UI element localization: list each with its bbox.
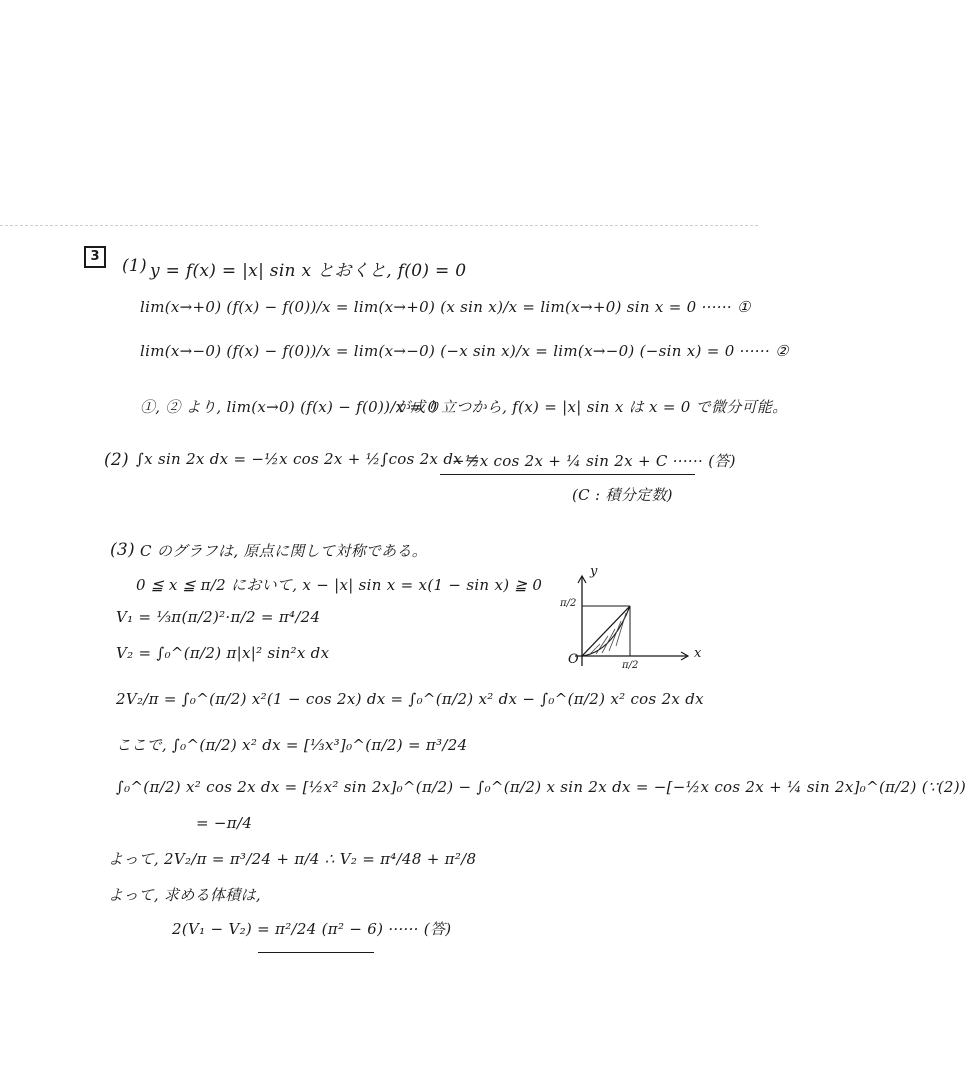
part2-integration-by-parts: ∫x sin 2x dx = −½x cos 2x + ½∫cos 2x dx = — [136, 450, 480, 468]
part3-answer-underline — [258, 952, 374, 953]
part2-label: (2) — [104, 450, 129, 470]
part3-v2-result: よって, 2V₂/π = π³/24 + π/4 ∴ V₂ = π⁴/48 + π²/8 — [108, 850, 477, 868]
part3-v2-definition: V₂ = ∫₀^(π/2) π|x|² sin²x dx — [116, 644, 330, 662]
graph-x-label: x — [694, 646, 702, 661]
part2-constant-note: (C : 積分定数) — [572, 486, 673, 504]
part3-v1: V₁ = ⅓π(π/2)²·π/2 = π⁴/24 — [116, 608, 321, 626]
part3-symmetry: C のグラフは, 原点に関して対称である。 — [140, 542, 428, 560]
part1-conclusion-limit: ①, ② より, lim(x→0) (f(x) − f(0))/x = 0 — [140, 398, 438, 416]
part1-definition: y = f(x) = |x| sin x とおくと, f(0) = 0 — [150, 261, 467, 281]
part3-label: (3) — [110, 540, 135, 560]
part3-volume-intro: よって, 求める体積は, — [108, 886, 261, 904]
graph-y-label: y — [590, 564, 598, 579]
part3-volume-answer: 2(V₁ − V₂) = π²/24 (π² − 6) ······ (答) — [172, 920, 452, 938]
problem-number-box: 3 — [84, 246, 106, 268]
part1-limit-left: lim(x→−0) (f(x) − f(0))/x = lim(x→−0) (−x sin x)/x = lim(x→−0) (−sin x) = 0 ······ ② — [140, 342, 789, 360]
part1-label: (1) — [122, 256, 147, 276]
part2-answer-underline — [440, 474, 695, 475]
graph-origin-label: O — [568, 652, 579, 667]
part3-step-value: = −π/4 — [196, 814, 253, 832]
graph-y-tick-label: π/2 — [560, 598, 577, 609]
part2-answer: −½x cos 2x + ¼ sin 2x + C ······ (答) — [452, 452, 736, 470]
part3-inequality: 0 ≦ x ≦ π/2 において, x − |x| sin x = x(1 − sin x) ≧ 0 — [136, 576, 543, 594]
curve-x-sin-x — [582, 606, 630, 656]
part3-step-integral-x2: ここで, ∫₀^(π/2) x² dx = [⅓x³]₀^(π/2) = π³/24 — [116, 736, 468, 754]
part3-v2-expansion: 2V₂/π = ∫₀^(π/2) x²(1 − cos 2x) dx = ∫₀^(π/2) x² dx − ∫₀^(π/2) x² cos 2x dx — [116, 690, 704, 708]
page-divider — [0, 225, 758, 226]
part1-conclusion-text: が成り立つから, f(x) = |x| sin x は x = 0 で微分可能。 — [395, 398, 788, 416]
part3-step-integral-x2cos: ∫₀^(π/2) x² cos 2x dx = [½x² sin 2x]₀^(π/2) − ∫₀^(π/2) x sin 2x dx = −[−½x cos 2x + ¼ sin 2x]₀^(π/2) (∵(2)) — [116, 778, 966, 796]
graph-x-tick-label: π/2 — [622, 660, 639, 671]
region-sketch — [560, 564, 710, 682]
part1-limit-right: lim(x→+0) (f(x) − f(0))/x = lim(x→+0) (x sin x)/x = lim(x→+0) sin x = 0 ······ ① — [140, 298, 751, 316]
